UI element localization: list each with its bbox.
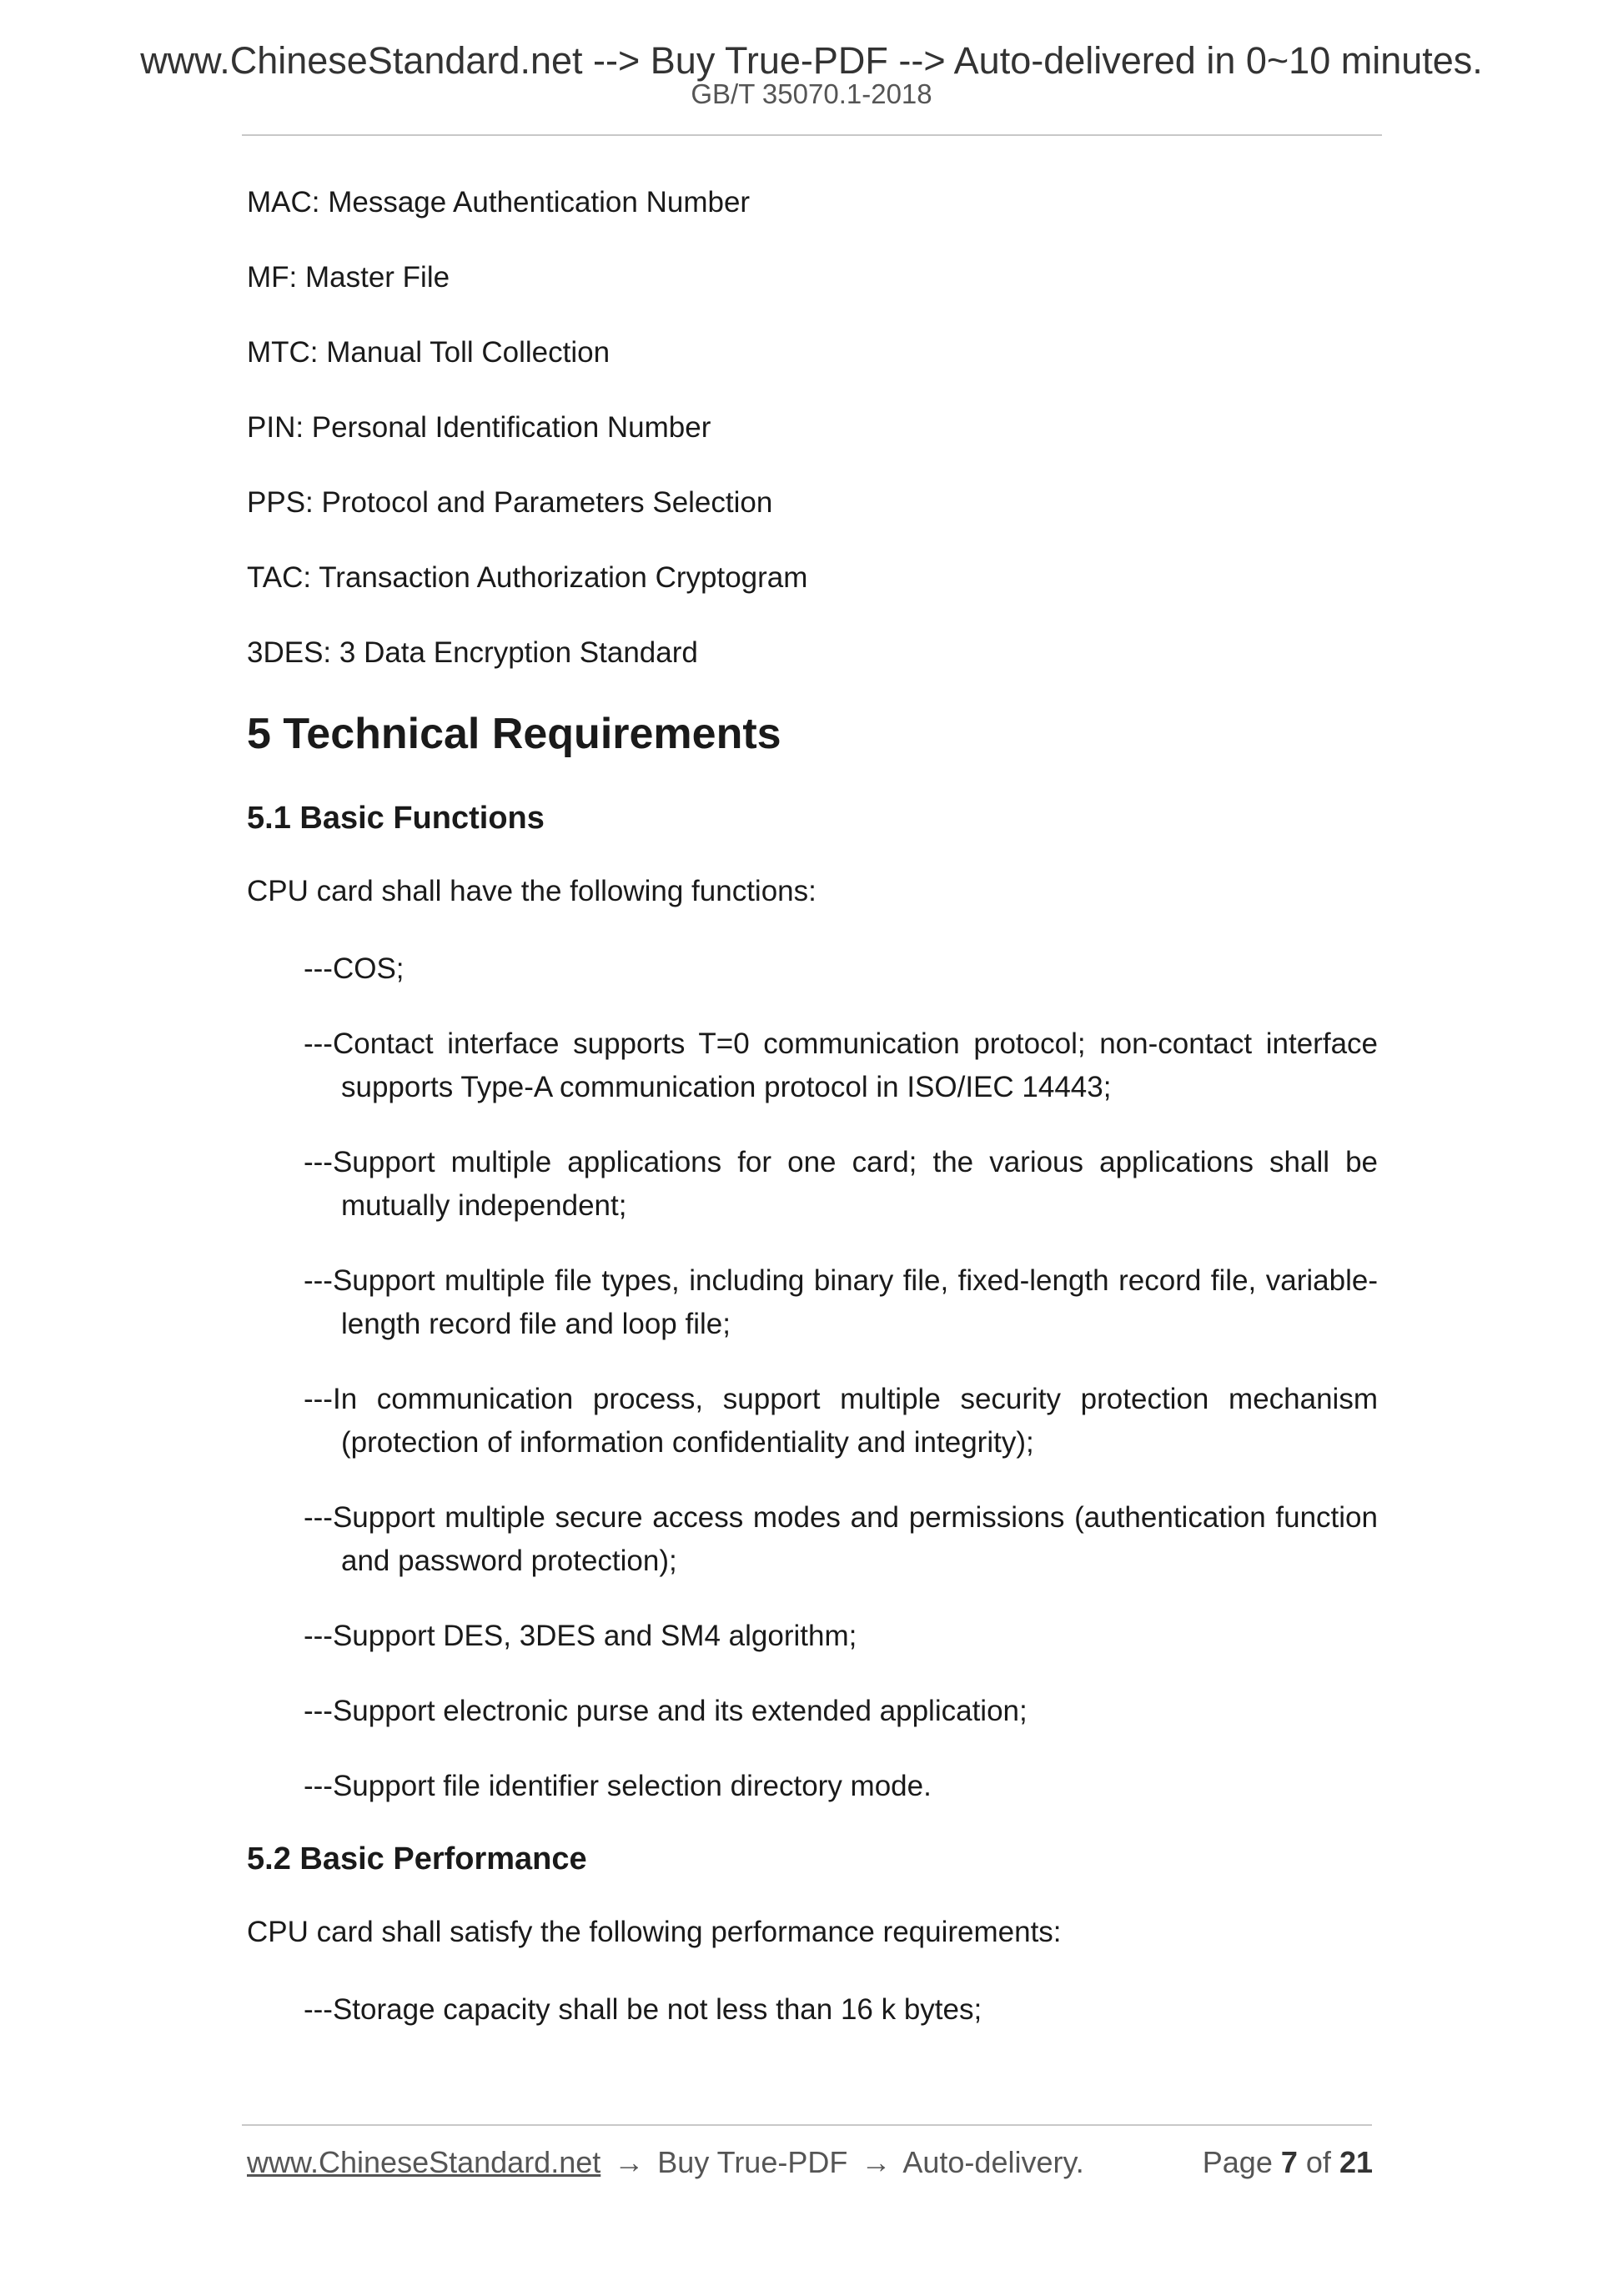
footer-promo [247, 2145, 1084, 2180]
performance-list [247, 1988, 1378, 2032]
section-heading-5: 5 Technical Requirements [247, 710, 781, 758]
banner-arrow: --> [593, 39, 641, 82]
abbreviation-list [247, 183, 1378, 672]
functions-list [247, 947, 1378, 1808]
list-item: ---In communication process, support multiple security protection mechanism (protection of information confidentiality and integrity); [304, 1383, 1378, 1459]
abbreviation-item: MTC: Manual Toll Collection [247, 336, 611, 369]
total-pages: 21 [1339, 2145, 1373, 2179]
list-item: ---Storage capacity shall be not less than 16 k bytes; [304, 1993, 982, 2026]
standard-code: GB/T 35070.1-2018 [691, 78, 932, 109]
footer-divider [242, 2124, 1372, 2126]
list-item: ---Support multiple applications for one card; the various applications shall be mutually independent; [304, 1146, 1378, 1222]
abbreviation-item: PPS: Protocol and Parameters Selection [247, 486, 773, 519]
list-item: ---Support DES, 3DES and SM4 algorithm; [304, 1620, 857, 1652]
abbreviation-item: 3DES: 3 Data Encryption Standard [247, 636, 698, 669]
arrow-right-icon: → [861, 2145, 892, 2179]
abbreviation-item: TAC: Transaction Authorization Cryptogram [247, 561, 808, 594]
subsection-heading-5-2: 5.2 Basic Performance [247, 1841, 587, 1876]
banner-arrow: --> [898, 39, 946, 82]
page-label: Page [1202, 2145, 1273, 2179]
list-item: ---Support multiple secure access modes and permissions (authentication function and password protection); [304, 1501, 1378, 1577]
header-divider [242, 134, 1382, 136]
subsection-heading-5-1: 5.1 Basic Functions [247, 801, 545, 836]
list-item: ---COS; [304, 952, 404, 985]
list-item: ---Support multiple file types, including binary file, fixed-length record file, variable-length record file and loop file; [304, 1264, 1378, 1340]
abbreviation-item: MAC: Message Authentication Number [247, 186, 751, 219]
top-banner[interactable] [0, 39, 1623, 82]
footer-site-link[interactable]: www.ChineseStandard.net [247, 2145, 601, 2179]
abbreviation-item: PIN: Personal Identification Number [247, 411, 711, 444]
abbreviation-item: MF: Master File [247, 261, 450, 294]
banner-delivery: Auto-delivered in 0~10 minutes. [953, 39, 1483, 82]
banner-buy: Buy True-PDF [650, 39, 888, 82]
of-label: of [1305, 2145, 1331, 2179]
page-indicator [1203, 2145, 1373, 2180]
subsection-intro: CPU card shall satisfy the following performance requirements: [247, 1916, 1062, 1948]
page-footer [247, 2145, 1373, 2187]
footer-buy-text: Buy True-PDF [657, 2145, 848, 2179]
list-item: ---Support electronic purse and its extended application; [304, 1695, 1028, 1727]
arrow-right-icon: → [614, 2145, 645, 2179]
banner-site: www.ChineseStandard.net [140, 39, 583, 82]
list-item: ---Contact interface supports T=0 communication protocol; non-contact interface supports Type-A communication protocol in ISO/IEC 14443; [304, 1027, 1378, 1103]
list-item: ---Support file identifier selection directory mode. [304, 1770, 932, 1802]
page-body [247, 183, 1378, 2063]
subsection-intro: CPU card shall have the following functions: [247, 875, 817, 907]
footer-delivery-text: Auto-delivery. [902, 2145, 1084, 2179]
page-number: 7 [1280, 2145, 1298, 2179]
